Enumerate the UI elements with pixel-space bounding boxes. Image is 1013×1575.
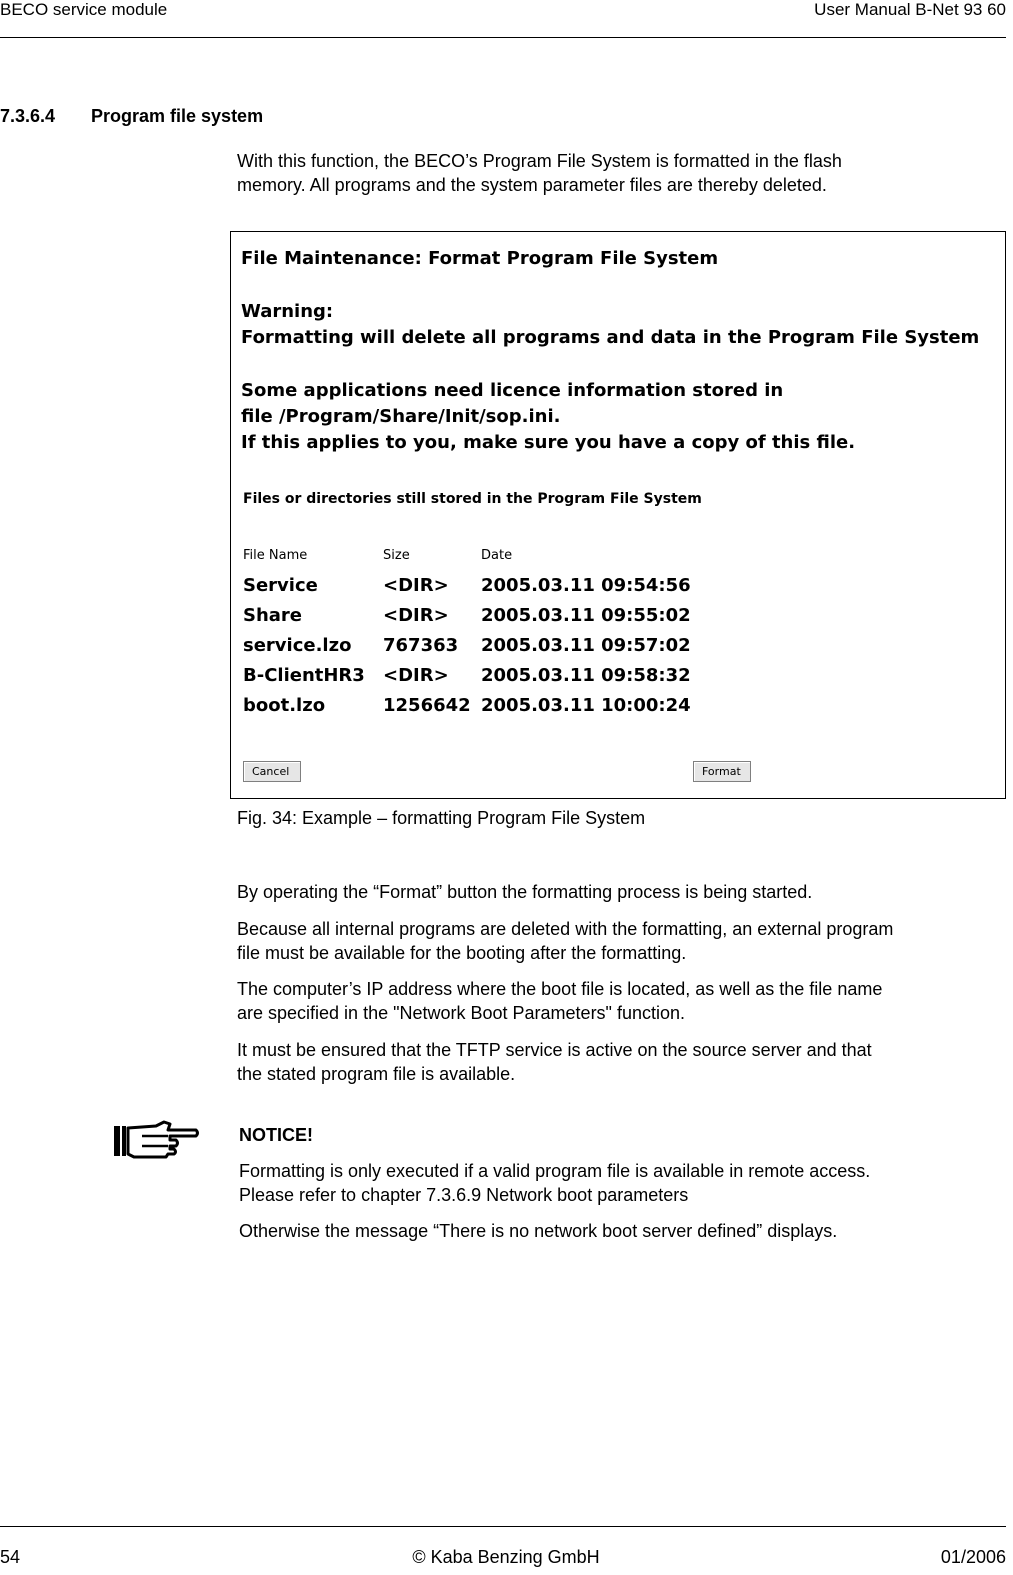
cancel-button[interactable]: Cancel [243,761,301,782]
file-name-cell: Share [243,605,303,626]
body-paragraph [237,917,1002,965]
file-date-cell: 2005.03.11 09:58:32 [481,665,691,686]
copyright: © Kaba Benzing GmbH [412,1547,600,1567]
body-line: the stated program file is available. [237,1064,516,1084]
intro-line: memory. All programs and the system parameter files are thereby deleted. [237,175,827,195]
file-name-cell: B-ClientHR3 [243,665,365,686]
section-number: 7.3.6.4 [0,106,56,126]
file-date-cell: 2005.03.11 10:00:24 [481,695,691,716]
format-button[interactable]: Format [693,761,751,782]
format-dialog-figure [230,231,1006,799]
intro-paragraph [237,149,1002,197]
licence-line: Some applications need licence information stored in [241,380,784,401]
body-line: are specified in the "Network Boot Parameters" function. [237,1003,685,1023]
file-name-cell: service.lzo [243,635,352,656]
notice-paragraph: Otherwise the message “There is no network boot server defined” displays. [239,1221,838,1241]
file-name-cell: boot.lzo [243,695,326,716]
header-right: User Manual B-Net 93 60 [814,0,1006,19]
intro-line: With this function, the BECO’s Program File System is formatted in the flash [237,151,842,171]
file-size-cell: <DIR> [383,665,449,686]
figure-caption: Fig. 34: Example – formatting Program File System [237,808,646,828]
section-title: Program file system [91,106,264,126]
file-size-cell: <DIR> [383,605,449,626]
body-paragraph [237,1038,1002,1086]
header-left: BECO service module [0,0,168,19]
file-date-cell: 2005.03.11 09:57:02 [481,635,691,656]
notice-paragraph [239,1159,1004,1207]
notice-line: Please refer to chapter 7.3.6.9 Network boot parameters [239,1185,689,1205]
body-paragraph [237,977,1002,1025]
body-line: Because all internal programs are deleted with the formatting, an external program [237,919,894,939]
column-header-date: Date [481,548,513,563]
body-line: The computer’s IP address where the boot file is located, as well as the file name [237,979,883,999]
licence-line: If this applies to you, make sure you have a copy of this file. [241,432,856,453]
file-date-cell: 2005.03.11 09:55:02 [481,605,691,626]
column-header-file-name: File Name [243,548,308,563]
files-heading: Files or directories still stored in the Program File System [243,491,702,507]
warning-text: Formatting will delete all programs and data in the Program File System [241,327,980,348]
notice-line: Formatting is only executed if a valid program file is available in remote access. [239,1161,871,1181]
notice-title: NOTICE! [239,1125,313,1145]
body-line: It must be ensured that the TFTP service is active on the source server and that [237,1040,872,1060]
header-rule [0,37,1006,38]
pointing-hand-icon [112,1118,200,1162]
footer-rule [0,1526,1006,1527]
dialog-title: File Maintenance: Format Program File System [241,248,719,269]
file-size-cell: 767363 [383,635,459,656]
page-number: 54 [0,1547,21,1567]
file-size-cell: 1256642 [383,695,471,716]
warning-label: Warning: [241,301,334,322]
footer-date: 01/2006 [940,1547,1006,1567]
licence-line: file /Program/Share/Init/sop.ini. [241,406,561,427]
body-paragraph: By operating the “Format” button the formatting process is being started. [237,882,813,902]
file-date-cell: 2005.03.11 09:54:56 [481,575,691,596]
column-header-size: Size [383,548,410,563]
file-size-cell: <DIR> [383,575,449,596]
file-name-cell: Service [243,575,318,596]
body-line: file must be available for the booting after the formatting. [237,943,687,963]
